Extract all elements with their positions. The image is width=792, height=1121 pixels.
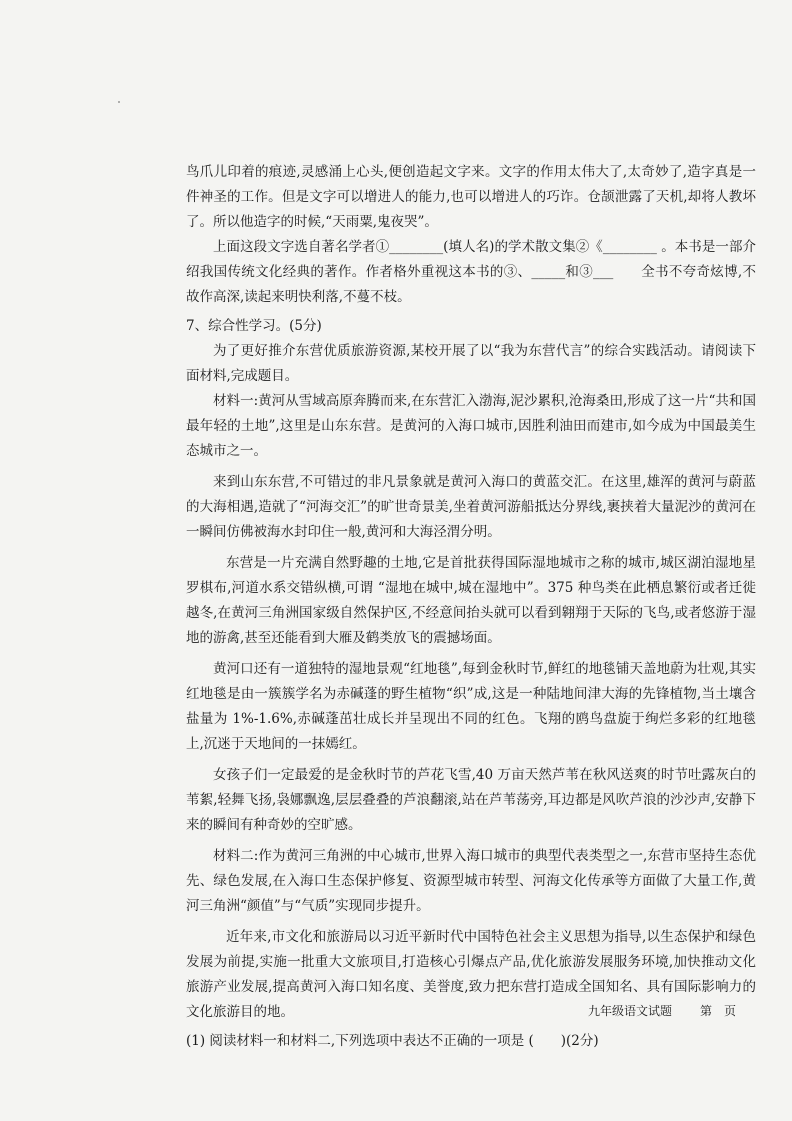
scan-speck (118, 101, 120, 103)
exam-title: 九年级语文试题 (588, 1004, 673, 1018)
material-1-paragraph-1: 材料一:黄河从雪域高原奔腾而来,在东营汇入渤海,泥沙累积,沧海桑田,形成了这一片“共和国最年轻的土地”,这里是山东东营。是黄河的入海口城市,因胜利油田而建市,如今成为中国最美生态城市之一。 (186, 393, 756, 459)
material-1-paragraph-4: 黄河口还有一道独特的湿地景观“红地毯”,每到金秋时节,鲜红的地毯铺天盖地蔚为壮观,其实红地毯是由一簇簇学名为赤碱蓬的野生植物“织”成,这是一种陆地间津大海的先锋植物,当土壤含盐量为 1%-1.6%,赤碱蓬茁壮成长并呈现出不同的红色。飞翔的鸥鸟盘旋于绚烂多彩的红地毯上,沉迷于天地间的一抹嫣红。 (186, 661, 756, 752)
material-2-paragraph-1: 材料二:作为黄河三角洲的中心城市,世界入海口城市的典型代表类型之一,东营市坚持生态优先、绿色发展,在入海口生态保护修复、资源型城市转型、河海文化传承等方面做了大量工作,黄河三角洲“颜值”与“气质”实现同步提升。 (186, 848, 756, 914)
passage-paragraph-2: 上面这段文字选自著名学者①________(填人名)的学术散文集②《________ 。本书是一部介绍我国传统文化经典的著作。作者格外重视这本书的③、_____和③___ 全书不夸奇炫博,不故作高深,读起来明快利落,不蔓不枝。 (186, 239, 756, 305)
page-content (186, 160, 756, 1054)
passage-paragraph-1: 鸟爪儿印着的痕迹,灵感涌上心头,便创造起文字来。文字的作用太伟大了,太奇妙了,造字真是一件神圣的工作。但是文字可以增进人的能力,也可以增进人的巧诈。仓颉泄露了天机,却将人教坏了。所以他造字的时候,“天雨粟,鬼夜哭”。 (186, 164, 756, 230)
material-1-paragraph-5: 女孩子们一定最爱的是金秋时节的芦花飞雪,40 万亩天然芦苇在秋风送爽的时节吐露灰白的苇絮,轻舞飞扬,袅娜飘逸,层层叠叠的芦浪翻滚,站在芦苇荡旁,耳边都是风吹芦浪的沙沙声,安静下来的瞬间有种奇妙的空旷感。 (186, 767, 756, 833)
material-1-paragraph-2: 来到山东东营,不可错过的非凡景象就是黄河入海口的黄蓝交汇。在这里,雄浑的黄河与蔚蓝的大海相遇,造就了“河海交汇”的旷世奇景美,坐着黄河游船抵达分界线,裹挟着大量泥沙的黄河在一瞬间仿佛被海水封印住一般,黄河和大海泾渭分明。 (186, 474, 756, 540)
question-7-intro: 为了更好推介东营优质旅游资源,某校开展了以“我为东营代言”的综合实践活动。请阅读下面材料,完成题目。 (186, 343, 756, 384)
material-2-paragraph-2: 近年来,市文化和旅游局以习近平新时代中国特色社会主义思想为指导,以生态保护和绿色发展为前提,实施一批重大文旅项目,打造核心引爆点产品,优化旅游发展服务环境,加快推动文化旅游产业发展,提高黄河入海口知名度、美誉度,致力把东营打造成全国知名、具有国际影响力的文化旅游目的地。 (186, 929, 756, 1020)
question-7-header: 7、综合性学习。(5分) (186, 318, 322, 334)
sub-question-1: (1) 阅读材料一和材料二,下列选项中表达不正确的一项是 ( )(2分) (186, 1033, 599, 1049)
page-number-label: 第 页 (700, 1004, 737, 1018)
page-footer (588, 1002, 758, 1019)
material-1-paragraph-3: 东营是一片充满自然野趣的土地,它是首批获得国际湿地城市之称的城市,城区湖泊湿地星罗棋布,河道水系交错纵横,可谓 “湿地在城中,城在湿地中”。375 种鸟类在此栖息繁衍或者迁徙越冬,在黄河三角洲国家级自然保护区,不经意间抬头就可以看到翱翔于天际的飞鸟,或者悠游于湿地的游禽,甚至还能看到大雁及鹤类放飞的震撼场面。 (186, 555, 756, 646)
